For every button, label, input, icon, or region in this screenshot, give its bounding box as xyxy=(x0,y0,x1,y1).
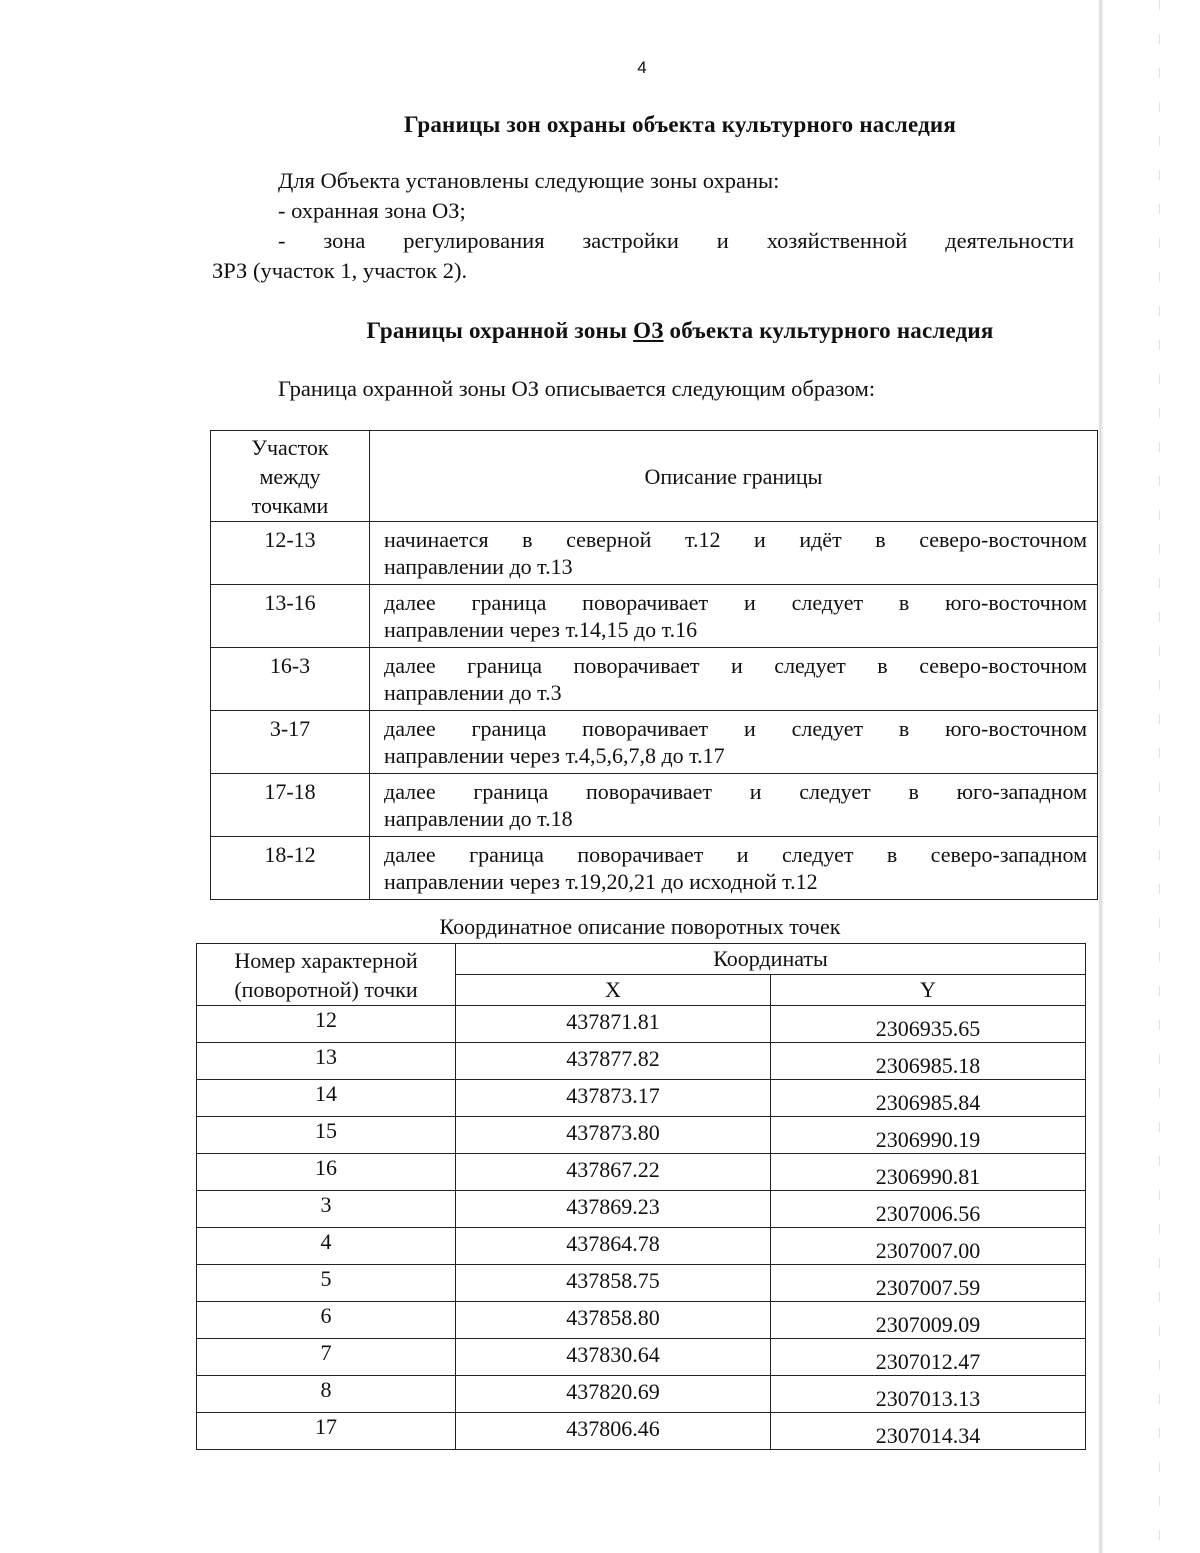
description-cell xyxy=(370,711,1098,774)
boundary-row xyxy=(211,774,1098,837)
segment-cell: 16-3 xyxy=(211,648,370,711)
point-number-cell: 8 xyxy=(197,1376,456,1413)
description-line: направлении через т.4,5,6,7,8 до т.17 xyxy=(384,743,725,768)
segment-cell: 17-18 xyxy=(211,774,370,837)
coords-caption: Координатное описание поворотных точек xyxy=(439,914,841,939)
intro-paragraph xyxy=(212,166,1074,286)
boundary-table xyxy=(210,430,1098,900)
coord-y-cell: 2306985.18 xyxy=(771,1043,1086,1080)
coord-x-cell: 437877.82 xyxy=(456,1043,771,1080)
coords-header-row xyxy=(197,944,1086,975)
coord-y-cell: 2307007.00 xyxy=(771,1228,1086,1265)
segment-cell: 3-17 xyxy=(211,711,370,774)
coord-y-cell: 2306990.81 xyxy=(771,1154,1086,1191)
header-y-cell: Y xyxy=(771,975,1086,1006)
description-line: направлении до т.3 xyxy=(384,680,562,705)
coords-row xyxy=(197,1302,1086,1339)
coords-row xyxy=(197,1339,1086,1376)
page-number: 4 xyxy=(637,58,647,77)
coords-row xyxy=(197,1413,1086,1450)
header-description-cell: Описание границы xyxy=(370,431,1098,522)
point-number-cell: 7 xyxy=(197,1339,456,1376)
coord-y-cell: 2306935.65 xyxy=(771,1006,1086,1043)
description-line: направлении через т.19,20,21 до исходной т.12 xyxy=(384,869,818,894)
heading-oz-before: Границы охранной зоны xyxy=(366,318,634,343)
boundary-row xyxy=(211,837,1098,900)
header-segment-line: между xyxy=(259,464,321,489)
header-x-cell: X xyxy=(456,975,771,1006)
coord-y-cell: 2307006.56 xyxy=(771,1191,1086,1228)
scan-edge xyxy=(1098,0,1104,1553)
intro-line: - охранная зона ОЗ; xyxy=(278,198,466,223)
coords-row xyxy=(197,1006,1086,1043)
oz-lead-text: Граница охранной зоны ОЗ описывается следующим образом: xyxy=(278,376,876,401)
boundary-row xyxy=(211,711,1098,774)
coords-row xyxy=(197,1154,1086,1191)
section-heading-oz xyxy=(300,318,1060,344)
coord-x-cell: 437873.80 xyxy=(456,1117,771,1154)
coord-x-cell: 437867.22 xyxy=(456,1154,771,1191)
description-cell xyxy=(370,774,1098,837)
header-point-line: (поворотной) точки xyxy=(234,977,418,1002)
point-number-cell: 15 xyxy=(197,1117,456,1154)
header-point-line: Номер характерной xyxy=(234,948,418,973)
description-line: далее граница поворачивает и следует в юго-восточном xyxy=(384,590,1087,615)
section-heading-protection-zones: Границы зон охраны объекта культурного наследия xyxy=(403,112,957,137)
header-segment-line: Участок xyxy=(251,435,329,460)
description-line: направлении до т.18 xyxy=(384,806,573,831)
coord-y-cell: 2307013.13 xyxy=(771,1376,1086,1413)
point-number-cell: 14 xyxy=(197,1080,456,1117)
point-number-cell: 16 xyxy=(197,1154,456,1191)
coord-y-cell: 2307014.34 xyxy=(771,1413,1086,1450)
coordinates-table xyxy=(196,943,1086,1450)
coords-row xyxy=(197,1228,1086,1265)
segment-cell: 12-13 xyxy=(211,522,370,585)
coord-y-cell: 2307009.09 xyxy=(771,1302,1086,1339)
coords-row xyxy=(197,1043,1086,1080)
description-line: далее граница поворачивает и следует в северо-западном xyxy=(384,842,1087,867)
description-line: далее граница поворачивает и следует в северо-восточном xyxy=(384,653,1087,678)
description-cell xyxy=(370,837,1098,900)
coords-row xyxy=(197,1080,1086,1117)
coord-y-cell: 2307012.47 xyxy=(771,1339,1086,1376)
header-coordinates-cell: Координаты xyxy=(456,944,1086,975)
intro-line: ЗРЗ (участок 1, участок 2). xyxy=(212,258,468,283)
boundary-row xyxy=(211,522,1098,585)
coord-x-cell: 437864.78 xyxy=(456,1228,771,1265)
point-number-cell: 17 xyxy=(197,1413,456,1450)
coord-y-cell: 2307007.59 xyxy=(771,1265,1086,1302)
description-line: направлении до т.13 xyxy=(384,554,573,579)
description-line: начинается в северной т.12 и идёт в северо-восточном xyxy=(384,527,1087,552)
point-number-cell: 3 xyxy=(197,1191,456,1228)
coord-x-cell: 437858.80 xyxy=(456,1302,771,1339)
coords-row xyxy=(197,1117,1086,1154)
description-cell xyxy=(370,648,1098,711)
coords-row xyxy=(197,1191,1086,1228)
intro-line: - зона регулирования застройки и хозяйственной деятельности xyxy=(278,228,1074,253)
description-line: далее граница поворачивает и следует в юго-западном xyxy=(384,779,1087,804)
description-line: далее граница поворачивает и следует в юго-восточном xyxy=(384,716,1087,741)
segment-cell: 13-16 xyxy=(211,585,370,648)
boundary-table-header xyxy=(211,431,1098,522)
point-number-cell: 5 xyxy=(197,1265,456,1302)
coord-x-cell: 437830.64 xyxy=(456,1339,771,1376)
coord-y-cell: 2306990.19 xyxy=(771,1117,1086,1154)
coords-row xyxy=(197,1376,1086,1413)
header-segment-cell xyxy=(211,431,370,522)
boundary-row xyxy=(211,648,1098,711)
heading-oz-after: объекта культурного наследия xyxy=(663,318,994,343)
heading-oz-code: ОЗ xyxy=(633,318,664,343)
description-cell xyxy=(370,585,1098,648)
coord-x-cell: 437873.17 xyxy=(456,1080,771,1117)
point-number-cell: 4 xyxy=(197,1228,456,1265)
point-number-cell: 13 xyxy=(197,1043,456,1080)
header-point-cell xyxy=(197,944,456,1006)
header-segment-line: точками xyxy=(251,493,329,518)
coord-y-cell: 2306985.84 xyxy=(771,1080,1086,1117)
point-number-cell: 6 xyxy=(197,1302,456,1339)
coords-row xyxy=(197,1265,1086,1302)
description-cell xyxy=(370,522,1098,585)
boundary-row xyxy=(211,585,1098,648)
segment-cell: 18-12 xyxy=(211,837,370,900)
description-line: направлении через т.14,15 до т.16 xyxy=(384,617,698,642)
point-number-cell: 12 xyxy=(197,1006,456,1043)
coord-x-cell: 437871.81 xyxy=(456,1006,771,1043)
scan-edge-dash xyxy=(1159,0,1160,1553)
coord-x-cell: 437858.75 xyxy=(456,1265,771,1302)
coord-x-cell: 437820.69 xyxy=(456,1376,771,1413)
coord-x-cell: 437869.23 xyxy=(456,1191,771,1228)
coord-x-cell: 437806.46 xyxy=(456,1413,771,1450)
intro-line: Для Объекта установлены следующие зоны охраны: xyxy=(278,168,780,193)
